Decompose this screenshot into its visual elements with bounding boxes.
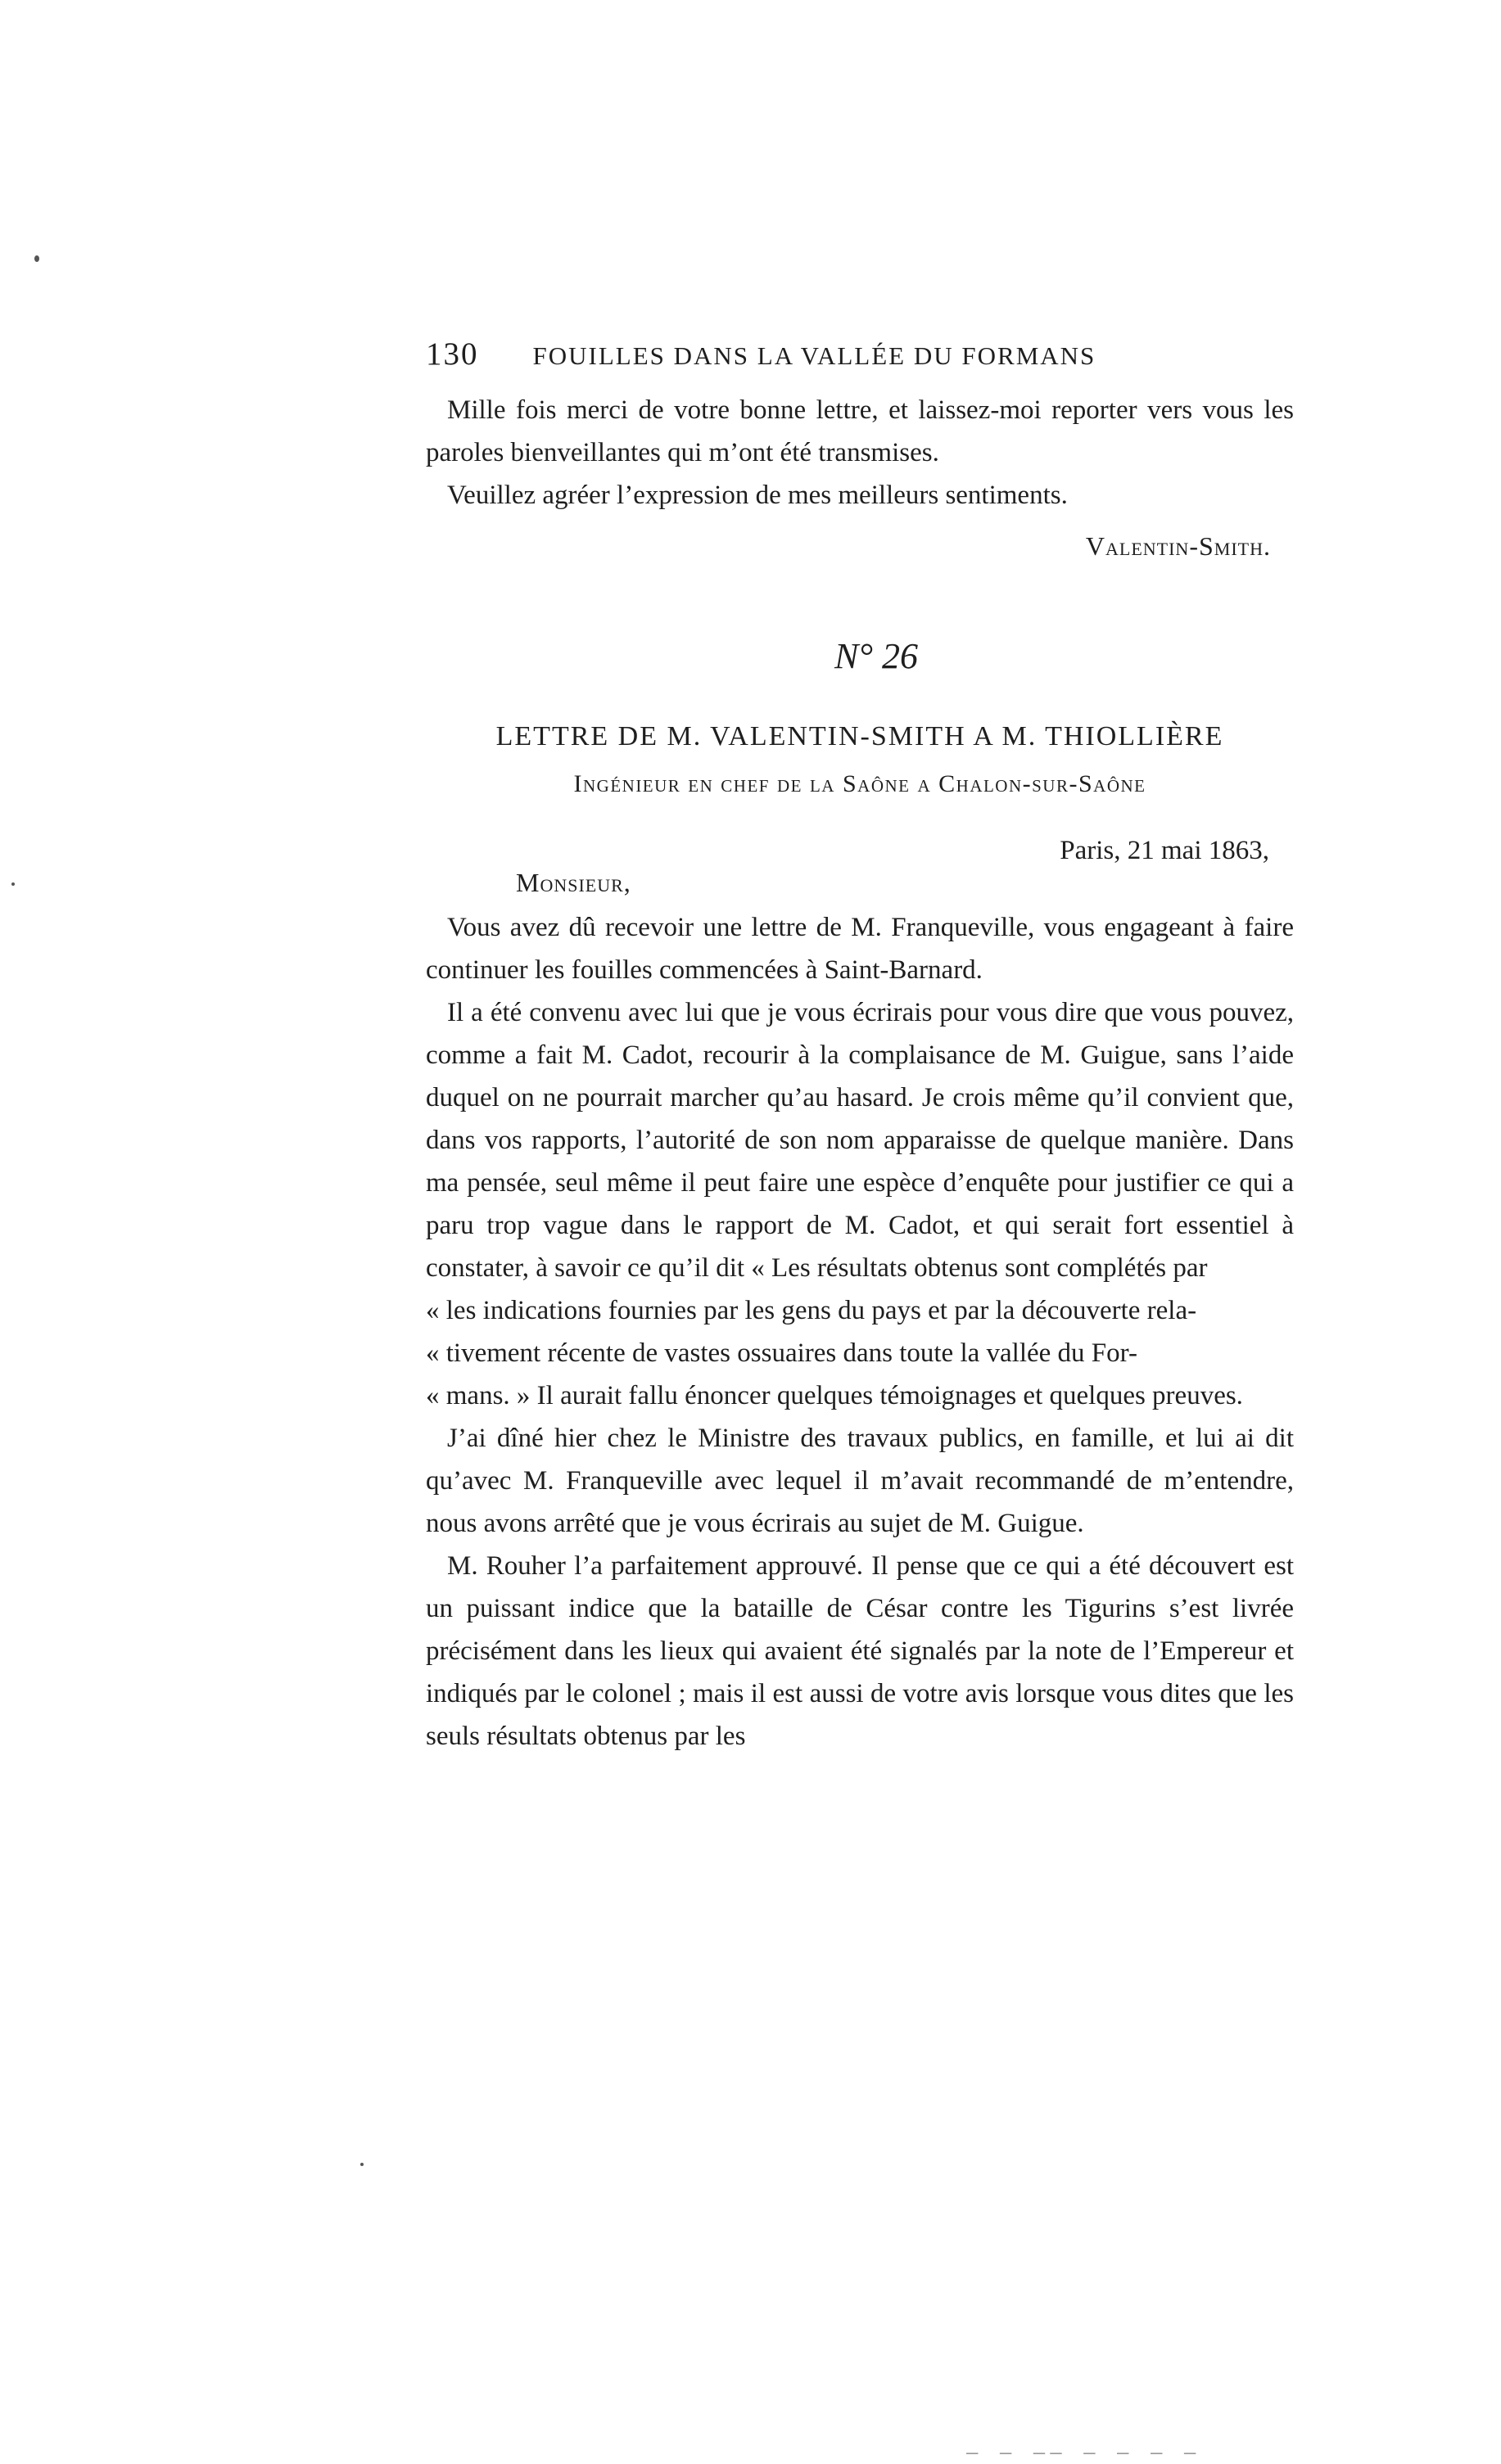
salutation: Monsieur, [516,868,631,897]
paragraph: M. Rouher l’a parfaitement approuvé. Il pense que ce qui a été découvert est un puissant indice que la bataille de César contre les Tigurins s’est livrée précisément dans les lieux qui avaient été signalés par la note de l’Empereur et indiqués par le colonel ; mais il est aussi de votre avis lorsque vous dites que les seuls résultats obtenus par les [426,1551,1294,1751]
paragraph: J’ai dîné hier chez le Ministre des travaux publics, en famille, et lui ai dit qu’avec M. Franqueville avec lequel il m’avait recommandé de m’entendre, nous avons arrêté que je vous écrirais au sujet de M. Guigue. [426,1424,1294,1538]
previous-letter-line: Veuillez agréer l’expression de mes meilleurs sentiments. [447,481,1068,510]
footer-marks: – – –– – – – – [966,2441,1201,2464]
running-head [426,336,1294,372]
running-head-title: FOUILLES DANS LA VALLÉE DU FORMANS [532,341,1096,370]
quoted-line: « les indications fournies par les gens du pays et par la découverte rela- [426,1296,1197,1325]
dateline: Paris, 21 mai 1863, [1060,836,1269,865]
paragraph: Il a été convenu avec lui que je vous écrirais pour vous dire que vous pouvez, comme a fait M. Cadot, recourir à la complaisance de M. Guigue, sans l’aide duquel on ne pourrait marcher qu’au hasard. Je crois même qu’il convient que, dans vos rapports, l’autorité de son nom apparaisse de quelque manière. Dans ma pensée, seul même il peut faire une espèce d’enquête pour justifier ce qui a paru trop vague dans le rapport de M. Cadot, et qui serait fort essentiel à constater, à savoir ce qu’il dit « Les résultats obtenus sont complétés par [426,998,1294,1283]
letter-title: LETTRE DE M. VALENTIN-SMITH A M. THIOLLIÈRE [495,721,1224,751]
scan-speck [34,255,39,262]
paragraph: Vous avez dû recevoir une lettre de M. Franqueville, vous engageant à faire continuer les fouilles commencées à Saint-Barnard. [426,913,1294,985]
scan-speck [11,882,15,886]
quoted-line: « tivement récente de vastes ossuaires dans toute la vallée du For- [426,1338,1137,1368]
letter-number: N° 26 [834,636,918,676]
page-number: 130 [426,336,479,372]
page-body [426,336,1294,1758]
signature: Valentin-Smith. [1085,531,1271,561]
previous-letter-line: Mille fois merci de votre bonne lettre, et laissez-moi reporter vers vous les paroles bienveillantes qui m’ont été transmises. [426,395,1294,467]
quoted-line: « mans. » Il aurait fallu énoncer quelques témoignages et quelques preuves. [426,1381,1243,1410]
scan-speck [360,2163,364,2166]
letter-subtitle: Ingénieur en chef de la Saône a Chalon-sur-Saône [573,770,1146,797]
